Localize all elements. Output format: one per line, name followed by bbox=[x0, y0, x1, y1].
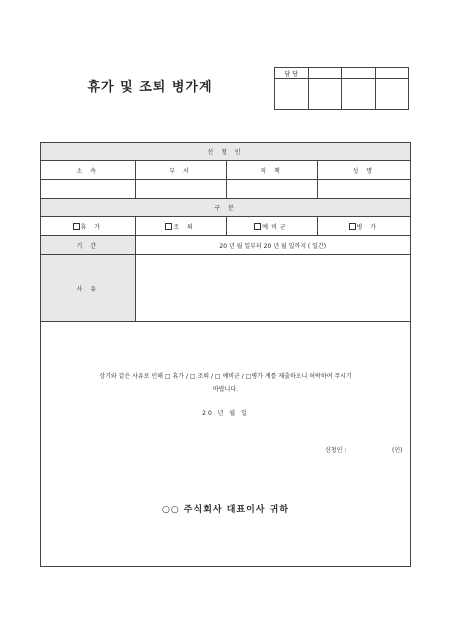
document-title: 휴가 및 조퇴 병가계 bbox=[87, 80, 213, 95]
type-label: 조 퇴 bbox=[173, 223, 196, 231]
statement-line: 바랍니다. bbox=[212, 386, 239, 393]
department-input-cell[interactable] bbox=[135, 180, 226, 199]
form-grid bbox=[41, 143, 410, 322]
type-label: 휴 가 bbox=[80, 223, 103, 231]
statement-area bbox=[41, 322, 410, 562]
reason-input-cell[interactable] bbox=[135, 255, 410, 322]
approval-cell bbox=[308, 68, 342, 79]
header-affiliation: 소 속 bbox=[41, 161, 135, 180]
type-label: 예비군 bbox=[262, 223, 289, 231]
period-value[interactable]: 20 년 월 일부터 20 년 월 일까지 ( 일간) bbox=[135, 236, 410, 255]
checkbox-icon[interactable] bbox=[165, 223, 172, 230]
checkbox-icon[interactable] bbox=[254, 223, 261, 230]
section-type-header: 구 분 bbox=[41, 199, 410, 217]
approval-box bbox=[274, 67, 409, 110]
addressee: ○○ 주식회사 대표이사 귀하 bbox=[161, 505, 290, 515]
type-vacation[interactable] bbox=[41, 217, 135, 236]
statement-line: 상기와 같은 사유로 인해 □ 휴가 / □ 조퇴 / □ 예비군 / □병가 계를 제출하오니 허락하여 주시기 bbox=[99, 373, 352, 380]
period-label: 기 간 bbox=[41, 236, 135, 255]
section-applicant-header: 신 청 인 bbox=[41, 143, 410, 161]
approval-sign-cell[interactable] bbox=[375, 79, 409, 110]
approval-cell bbox=[375, 68, 409, 79]
name-input-cell[interactable] bbox=[317, 180, 410, 199]
seal-mark: (인) bbox=[392, 447, 403, 454]
reason-label: 사 유 bbox=[41, 255, 135, 322]
submission-date[interactable]: 20 년 월 일 bbox=[202, 410, 249, 417]
approval-sign-cell[interactable] bbox=[275, 79, 309, 110]
type-reserve-forces[interactable] bbox=[226, 217, 317, 236]
type-label: 병 가 bbox=[356, 223, 379, 231]
header-department: 부 서 bbox=[135, 161, 226, 180]
approval-sign-cell[interactable] bbox=[342, 79, 376, 110]
applicant-signature-label: 신청인 : bbox=[325, 447, 347, 454]
type-early-leave[interactable] bbox=[135, 217, 226, 236]
statement-text bbox=[41, 370, 410, 396]
approval-sign-cell[interactable] bbox=[308, 79, 342, 110]
header-name: 성 명 bbox=[317, 161, 410, 180]
approval-cell bbox=[342, 68, 376, 79]
type-sick-leave[interactable] bbox=[317, 217, 410, 236]
approval-label: 담 당 bbox=[275, 68, 309, 79]
checkbox-icon[interactable] bbox=[349, 223, 356, 230]
header-position: 직 책 bbox=[226, 161, 317, 180]
checkbox-icon[interactable] bbox=[73, 223, 80, 230]
position-input-cell[interactable] bbox=[226, 180, 317, 199]
leave-form bbox=[40, 142, 411, 567]
affiliation-input-cell[interactable] bbox=[41, 180, 135, 199]
